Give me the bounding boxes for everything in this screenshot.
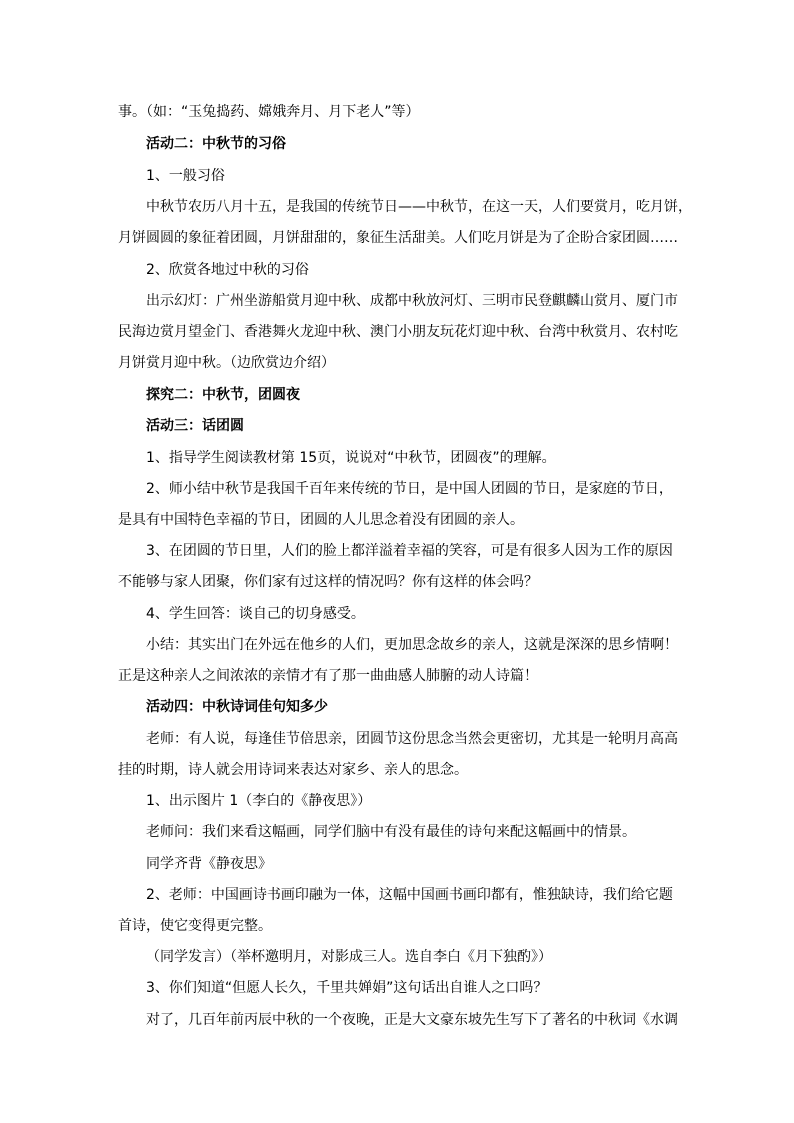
text-line: 1、出示图片 1（李白的《静夜思》） — [146, 793, 372, 809]
text-line: 1、指导学生阅读教材第 15页，说说对“中秋节，团圆夜”的理解。 — [146, 450, 556, 466]
text-line: 月饼赏月迎中秋。（边欣赏边介绍） — [118, 355, 335, 371]
text-line: 出示幻灯：广州坐游船赏月迎中秋、成都中秋放河灯、三明市民登麒麟山赏月、厦门市 — [146, 293, 678, 309]
text-line: 事。（如：“玉兔捣药、嫦娥奔月、月下老人”等） — [118, 104, 420, 120]
text-line: 2、老师：中国画诗书画印融为一体，这幅中国画书画印都有，惟独缺诗，我们给它题 — [146, 887, 673, 903]
text-line: 月饼圆圆的象征着团圆，月饼甜甜的，象征生活甜美。人们吃月饼是为了企盼合家团圆…… — [118, 230, 678, 246]
text-line: 对了，几百年前丙辰中秋的一个夜晚，正是大文豪东坡先生写下了著名的中秋词《水调 — [146, 1012, 678, 1028]
text-line: 民海边赏月望金门、香港舞火龙迎中秋、澳门小朋友玩花灯迎中秋、台湾中秋赏月、农村吃 — [118, 324, 678, 340]
text-line: 1、一般习俗 — [146, 168, 225, 184]
section-heading: 活动三：话团圆 — [146, 418, 244, 434]
text-line: 不能够与家人团聚，你们家有过这样的情况吗？你有这样的体会吗？ — [118, 574, 538, 590]
text-line: 是具有中国特色幸福的节日，团圆的人儿思念着没有团圆的亲人。 — [118, 512, 524, 528]
section-heading: 活动四：中秋诗词佳句知多少 — [146, 699, 328, 715]
section-heading: 活动二：中秋节的习俗 — [146, 136, 286, 152]
section-heading: 探究二：中秋节，团圆夜 — [146, 387, 300, 403]
text-line: 挂的时期，诗人就会用诗词来表达对家乡、亲人的思念。 — [118, 762, 468, 778]
text-line: 小结：其实出门在外远在他乡的人们，更加思念故乡的亲人，这就是深深的思乡情啊！ — [146, 637, 678, 653]
text-line: 2、欣赏各地过中秋的习俗 — [146, 262, 309, 278]
text-line: 3、在团圆的节日里，人们的脸上都洋溢着幸福的笑容，可是有很多人因为工作的原因 — [146, 543, 673, 559]
text-line: （同学发言）（举杯邀明月，对影成三人。选自李白《月下独酌》） — [146, 949, 552, 965]
text-line: 3、你们知道“但愿人长久，千里共婵娟”这句话出自谁人之口吗？ — [146, 980, 548, 996]
text-line: 4、学生回答：谈自己的切身感受。 — [146, 606, 365, 622]
text-line: 中秋节农历八月十五，是我国的传统节日——中秋节，在这一天，人们要赏月，吃月饼， — [146, 199, 692, 215]
text-line: 老师问：我们来看这幅画，同学们脑中有没有最佳的诗句来配这幅画中的情景。 — [146, 824, 636, 840]
text-line: 同学齐背《静夜思》 — [146, 856, 272, 872]
text-line: 正是这种亲人之间浓浓的亲情才有了那一曲曲感人肺腑的动人诗篇！ — [118, 668, 538, 684]
text-line: 2、师小结中秋节是我国千百年来传统的节日，是中国人团圆的节日，是家庭的节日， — [146, 481, 673, 497]
text-line: 首诗，使它变得更完整。 — [118, 918, 272, 934]
text-line: 老师：有人说，每逢佳节倍思亲，团圆节这份思念当然会更密切，尤其是一轮明月高高 — [146, 731, 678, 747]
